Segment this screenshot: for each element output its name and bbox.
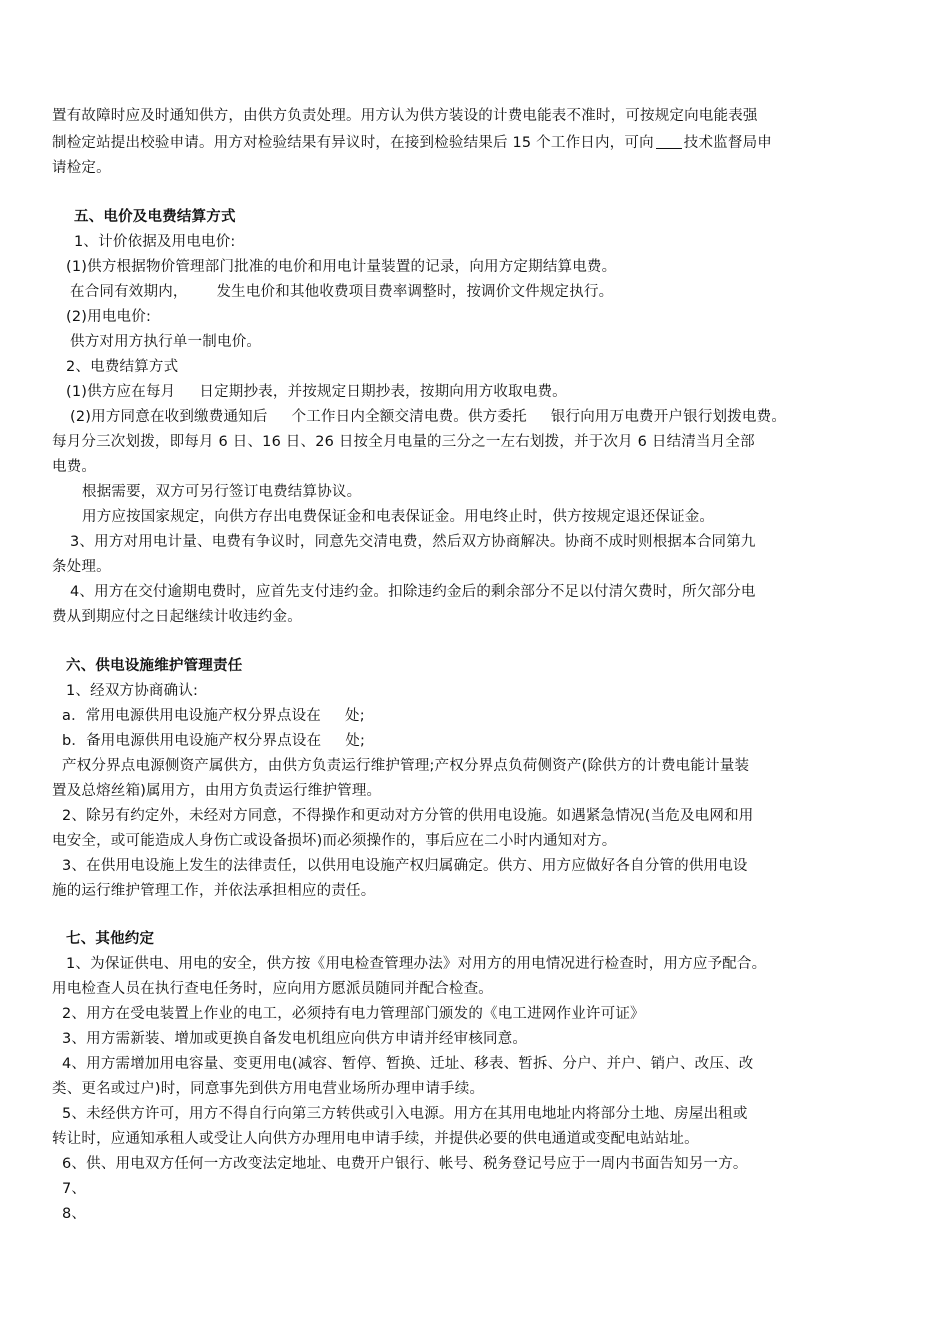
paragraph-line: b．备用电源供用电设施产权分界点设在 处; [62,733,366,749]
section-6-heading: 六、供电设施维护管理责任 [66,658,243,674]
fill-in-blank [656,134,682,149]
paragraph-line: 3、用方需新装、增加或更换自备发电机组应向供方申请并经审核同意。 [62,1031,528,1047]
paragraph-line: 置有故障时应及时通知供方，由供方负责处理。用方认为供方装设的计费电能表不准时，可按规定向电能表强 [52,108,758,124]
paragraph-line: 1、为保证供电、用电的安全，供方按《用电检查管理办法》对用方的用电情况进行检查时，用方应予配合。 [66,956,767,972]
paragraph-line: 转让时，应通知承租人或受让人向供方办理用电申请手续，并提供必要的供电通道或变配电站站址。 [52,1131,699,1147]
paragraph-line: 3、在供用电设施上发生的法律责任，以供用电设施产权归属确定。供方、用方应做好各自分管的供用电设 [62,858,748,874]
paragraph-line: 5、未经供方许可，用方不得自行向第三方转供或引入电源。用方在其用电地址内将部分土地、房屋出租或 [62,1106,748,1122]
paragraph-line: 2、除另有约定外，未经对方同意，不得操作和更动对方分管的供用电设施。如遇紧急情况(当危及电网和用 [62,808,754,824]
paragraph-line: 供方对用方执行单一制电价。 [70,334,262,350]
paragraph-line: 费从到期应付之日起继续计收违约金。 [52,609,302,625]
paragraph-line: 请检定。 [52,160,111,176]
paragraph-line: 产权分界点电源侧资产属供方，由供方负责运行维护管理;产权分界点负荷侧资产(除供方的计费电能计量装 [62,758,750,774]
paragraph-line: 类、更名或过户)时，同意事先到供方用电营业场所办理申请手续。 [52,1081,485,1097]
text-segment: 技术监督局申 [683,135,772,151]
paragraph-line: 8、 [62,1206,87,1222]
paragraph-line: 6、供、用电双方任何一方改变法定地址、电费开户银行、帐号、税务登记号应于一周内书面告知另一方。 [62,1156,748,1172]
paragraph-line: 3、用方对用电计量、电费有争议时，同意先交清电费，然后双方协商解决。协商不成时则根据本合同第九 [70,534,756,550]
paragraph-line: 电费。 [52,459,97,475]
paragraph-line: 2、用方在受电装置上作业的电工，必须持有电力管理部门颁发的《电工进网作业许可证》 [62,1006,645,1022]
paragraph-line: 施的运行维护管理工作，并依法承担相应的责任。 [52,883,376,899]
paragraph-line: a．常用电源供用电设施产权分界点设在 处; [62,708,365,724]
section-7-heading: 七、其他约定 [66,931,155,947]
paragraph-line: 1、计价依据及用电电价: [74,234,236,250]
paragraph-line: 7、 [62,1181,87,1197]
paragraph-line: 置及总熔丝箱)属用方，由用方负责运行维护管理。 [52,783,382,799]
paragraph-line: 每月分三次划拨，即每月 6 日、16 日、26 日按全月电量的三分之一左右划拨，并于次月 6 日结清当月全部 [52,434,755,450]
paragraph-line: (1)供方应在每月 日定期抄表，并按规定日期抄表，按期向用方收取电费。 [66,384,567,400]
paragraph-line: 2、电费结算方式 [66,359,179,375]
section-5-heading: 五、电价及电费结算方式 [74,209,236,225]
paragraph-line: 电安全，或可能造成人身伤亡或设备损坏)而必须操作的，事后应在二小时内通知对方。 [52,833,617,849]
paragraph-line: 4、用方在交付逾期电费时，应首先支付违约金。扣除违约金后的剩余部分不足以付清欠费时，所欠部分电 [70,584,756,600]
paragraph-line: (2)用方同意在收到缴费通知后 个工作日内全额交清电费。供方委托 银行向用万电费开户银行划拨电费。 [70,409,787,425]
paragraph-line: (2)用电电价: [66,309,152,325]
text-segment: 制检定站提出校验申请。用方对检验结果有异议时，在接到检验结果后 15 个工作日内，可向 [52,135,654,151]
paragraph-line: 根据需要，双方可另行签订电费结算协议。 [82,484,362,500]
paragraph-line: 在合同有效期内， 发生电价和其他收费项目费率调整时，按调价文件规定执行。 [70,284,614,300]
paragraph-line: 条处理。 [52,559,111,575]
paragraph-line: 1、经双方协商确认: [66,683,199,699]
paragraph-line [52,133,910,153]
paragraph-line: 用电检查人员在执行查电任务时，应向用方愿派员随同并配合检查。 [52,981,493,997]
paragraph-line: 4、用方需增加用电容量、变更用电(减容、暂停、暂换、迁址、移表、暂拆、分户、并户、销户、改压、改 [62,1056,754,1072]
paragraph-line: 用方应按国家规定，向供方存出电费保证金和电表保证金。用电终止时，供方按规定退还保证金。 [82,509,715,525]
paragraph-line: (1)供方根据物价管理部门批准的电价和用电计量装置的记录，向用方定期结算电费。 [66,259,617,275]
